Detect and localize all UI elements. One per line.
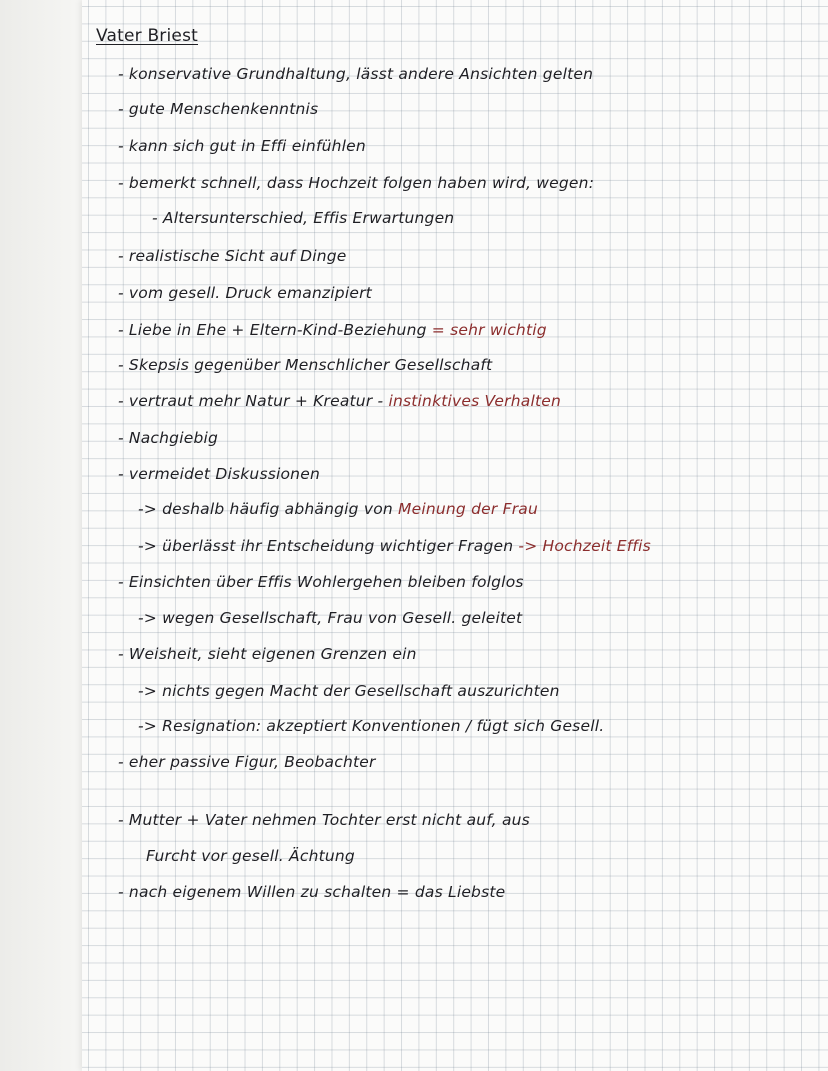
note-line-1: - konservative Grundhaltung, lässt andere Ansichten gelten [118, 65, 594, 83]
note-line-19: -> Resignation: akzeptiert Konventionen / fügt sich Gesell. [138, 717, 605, 735]
note-line-9: - Skepsis gegenüber Menschlicher Gesellschaft [118, 356, 493, 374]
page-edge-shadow [0, 0, 82, 1071]
note-line-8-annotation: = sehr wichtig [431, 321, 547, 339]
note-title: Vater Briest [96, 26, 199, 46]
note-line-17: - Weisheit, sieht eigenen Grenzen ein [118, 645, 417, 663]
note-line-5: - Altersunterschied, Effis Erwartungen [152, 209, 455, 227]
note-line-21: - Mutter + Vater nehmen Tochter erst nicht auf, aus [118, 811, 530, 829]
note-line-18: -> nichts gegen Macht der Gesellschaft auszurichten [138, 682, 560, 700]
note-line-11: - Nachgiebig [118, 429, 219, 447]
note-line-6: - realistische Sicht auf Dinge [118, 247, 347, 265]
note-line-7: - vom gesell. Druck emanzipiert [118, 284, 372, 302]
note-line-2: - gute Menschenkenntnis [118, 100, 319, 118]
note-line-13-annotation: Meinung der Frau [398, 500, 538, 518]
note-line-13-main: -> deshalb häufig abhängig von [138, 500, 393, 518]
note-line-23: - nach eigenem Willen zu schalten = das Liebste [118, 883, 506, 901]
note-line-14-main: -> überlässt ihr Entscheidung wichtiger Fragen [138, 537, 514, 555]
note-line-10 [118, 391, 561, 411]
note-line-12: - vermeidet Diskussionen [118, 465, 320, 483]
note-line-15: - Einsichten über Effis Wohlergehen bleiben folglos [118, 573, 524, 591]
note-line-14-annotation: -> Hochzeit Effis [518, 537, 651, 555]
note-line-3: - kann sich gut in Effi einfühlen [118, 137, 366, 155]
note-line-14 [138, 536, 651, 556]
note-line-16: -> wegen Gesellschaft, Frau von Gesell. geleitet [138, 609, 523, 627]
note-line-10-annotation: instinktives Verhalten [388, 392, 562, 410]
note-line-4: - bemerkt schnell, dass Hochzeit folgen haben wird, wegen: [118, 174, 595, 192]
note-line-22: Furcht vor gesell. Ächtung [146, 847, 355, 865]
note-line-20: - eher passive Figur, Beobachter [118, 753, 376, 771]
note-line-8-main: - Liebe in Ehe + Eltern-Kind-Beziehung [118, 321, 427, 339]
note-line-13 [138, 499, 538, 519]
note-line-10-main: - vertraut mehr Natur + Kreatur - [118, 392, 384, 410]
note-line-8 [118, 320, 547, 340]
